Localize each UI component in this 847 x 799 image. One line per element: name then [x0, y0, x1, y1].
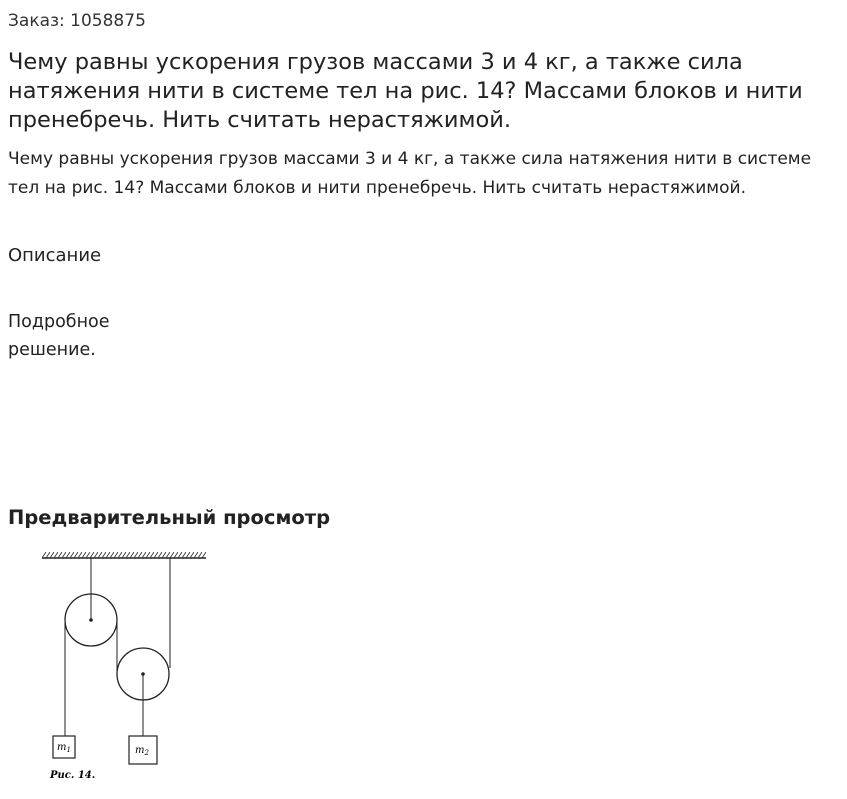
figure-caption: Рис. 14. [50, 770, 96, 781]
pulley-diagram [30, 540, 230, 790]
problem-text: Чему равны ускорения грузов массами 3 и 4 кг, а также сила натяжения нити в системе тел на рис. 14? Массами блоков и нити пренебречь. Нить считать нерастяжимой. [8, 149, 812, 198]
upper-pulley-axle [89, 618, 93, 622]
preview-heading: Предварительный просмотр [8, 506, 331, 529]
ceiling-hatch [42, 552, 206, 558]
description-text: Подробное решение. [8, 312, 110, 360]
mass-m2-label: $m_2$ [135, 745, 149, 757]
page-title: Чему равны ускорения грузов массами 3 и 4 кг, а также сила натяжения нити в системе тел на рис. 14? Массами блоков и нити пренебречь. Нить считать нерастяжимой. [8, 49, 803, 133]
pulley-figure [30, 540, 230, 790]
description-label: Описание [8, 245, 102, 266]
order-number: Заказ: 1058875 [8, 11, 146, 31]
mass-m1-label: $m_1$ [57, 742, 71, 754]
